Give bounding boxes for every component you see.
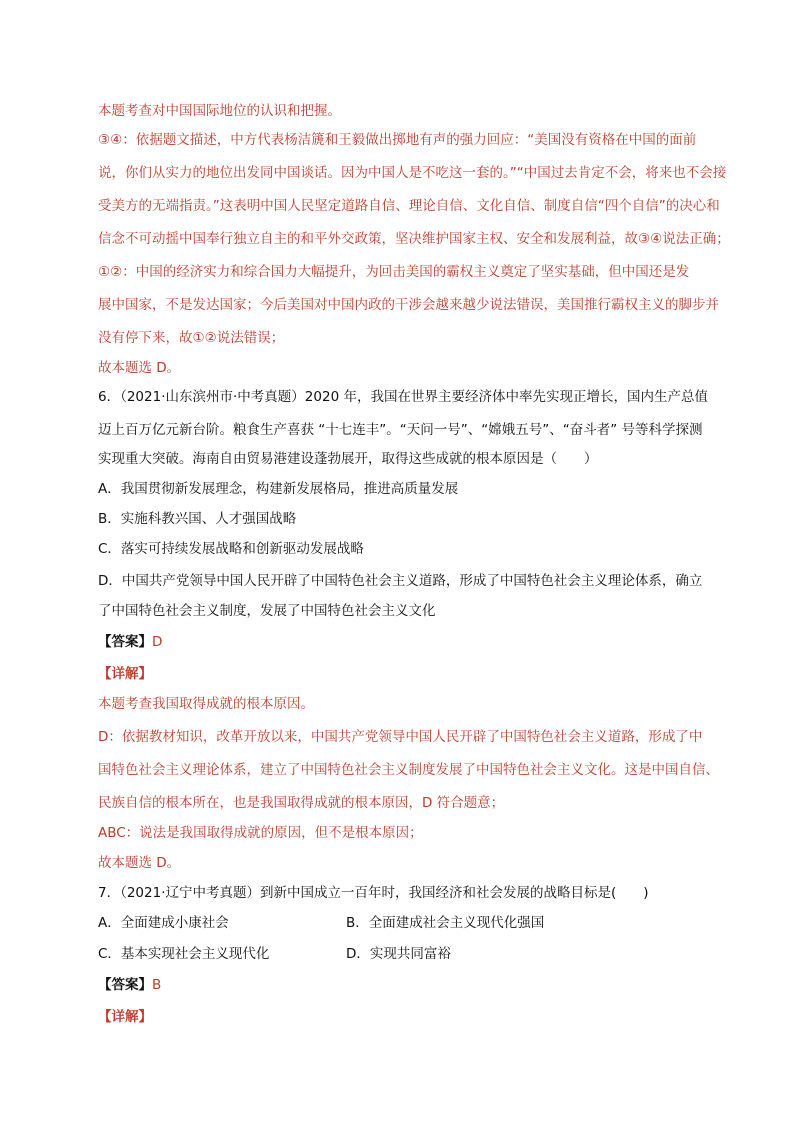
answer-value: D <box>152 634 163 650</box>
q6-exp-intro: 本题考查我国取得成就的根本原因。 <box>98 696 314 712</box>
q6-answer <box>98 632 162 652</box>
q6-exp-d-line1: D：依据教材知识，改革开放以来，中国共产党领导中国人民开辟了中国特色社会主义道路，形成了中 <box>98 729 703 745</box>
q7-stem-text: 到新中国成立一百年时，我国经济和社会发展的战略目标是( ) <box>260 885 649 901</box>
prev-p2-text3b: 说法错误； <box>216 330 285 346</box>
q7-answer <box>98 975 161 995</box>
answer-label: 【答案】 <box>98 977 152 993</box>
prev-p2-text3a: 没有停下来，故 <box>98 330 193 346</box>
prev-p1-text4a: 信念不可动摇中国奉行独立自主的和平外交政策，坚决维护国家主权、安全和发展利益，故 <box>98 231 638 247</box>
choice-numbers: ①② <box>98 264 123 280</box>
q6-stem-line3: 实现重大突破。海南自由贸易港建设蓬勃展开，取得这些成就的根本原因是（ ） <box>98 451 598 467</box>
choice-numbers: ③④ <box>638 231 663 247</box>
q7-detail-label: 【详解】 <box>98 1009 152 1025</box>
q6-stem-line2: 迈上百万亿元新台阶。粮食生产喜获 “十七连丰”。“天问一号”、“嫦娥五号”、“奋斗者” 号等科学探测 <box>98 422 703 438</box>
q7-option-c: C．基本实现社会主义现代化 <box>98 946 270 962</box>
choice-numbers: ③④ <box>98 132 123 148</box>
prev-p2-text1: ：中国的经济实力和综合国力大幅提升，为回击美国的霸权主义奠定了坚实基础，但中国还是发 <box>122 264 690 280</box>
q6-option-d-line2: 了中国特色社会主义制度，发展了中国特色社会主义文化 <box>98 603 436 619</box>
q6-option-a: A．我国贯彻新发展理念，构建新发展格局，推进高质量发展 <box>98 481 459 497</box>
q7-option-row2 <box>98 944 269 964</box>
q6-source: （2021·山东滨州市·中考真题） <box>120 389 305 405</box>
q7-option-row1 <box>98 913 229 933</box>
answer-label: 【答案】 <box>98 634 152 650</box>
q6-option-b: B．实施科教兴国、人才强国战略 <box>98 511 297 527</box>
q7-source: （2021·辽宁中考真题） <box>120 885 260 901</box>
choice-numbers: ①② <box>192 330 217 346</box>
prev-p2-line2: 展中国家，不是发达国家；今后美国对中国内政的干涉会越来越少说法错误，美国推行霸权主义的脚步并 <box>98 297 719 313</box>
q6-exp-abc: ABC：说法是我国取得成就的原因，但不是根本原因； <box>98 825 423 841</box>
prev-p1-line2: 说，你们从实力的地位出发同中国谈话。因为中国人是不吃这一套的。”“中国过去肯定不会，将来也不会接 <box>98 165 727 181</box>
q6-option-c: C．落实可持续发展战略和创新驱动发展战略 <box>98 541 364 557</box>
q6-stem-text1: 2020 年，我国在世界主要经济体中率先实现正增长，国内生产总值 <box>304 389 708 405</box>
prev-p2-line1 <box>98 262 689 282</box>
q7-stem <box>98 883 649 903</box>
q7-option-b: B．全面建成社会主义现代化强国 <box>346 915 545 931</box>
q6-number: 6． <box>98 389 121 405</box>
q7-option-d: D．实现共同富裕 <box>346 946 451 962</box>
q6-detail-label: 【详解】 <box>98 666 152 682</box>
q6-option-d: D．中国共产党领导中国人民开辟了中国特色社会主义道路，形成了中国特色社会主义理论体系，确立 <box>98 573 703 589</box>
prev-p2-line3 <box>98 328 284 348</box>
q6-stem-line1 <box>98 387 708 407</box>
prev-p1-line3: 受美方的无端指责。”这表明中国人民坚定道路自信、理论自信、文化自信、制度自信“四个自信”的决心和 <box>98 198 720 214</box>
prev-conclusion: 故本题选 D。 <box>98 360 181 376</box>
answer-value: B <box>152 977 162 993</box>
prev-p1-line4 <box>98 229 730 249</box>
prev-p1-text4b: 说法正确； <box>662 231 730 247</box>
prev-intro: 本题考查对中国国际地位的认识和把握。 <box>98 103 341 119</box>
q7-number: 7． <box>98 885 121 901</box>
prev-p1-line1 <box>98 130 696 150</box>
q6-exp-d-line2: 国特色社会主义理论体系，建立了中国特色社会主义制度发展了中国特色社会主义文化。这是中国自信、 <box>98 762 719 778</box>
prev-p1-text1: ：依据题文描述，中方代表杨洁篪和王毅做出掷地有声的强力回应：“美国没有资格在中国的面前 <box>122 132 697 148</box>
q7-option-a: A．全面建成小康社会 <box>98 915 229 931</box>
q6-conclusion: 故本题选 D。 <box>98 855 181 871</box>
q6-exp-d-line3: 民族自信的根本所在，也是我国取得成就的根本原因，D 符合题意； <box>98 795 505 811</box>
